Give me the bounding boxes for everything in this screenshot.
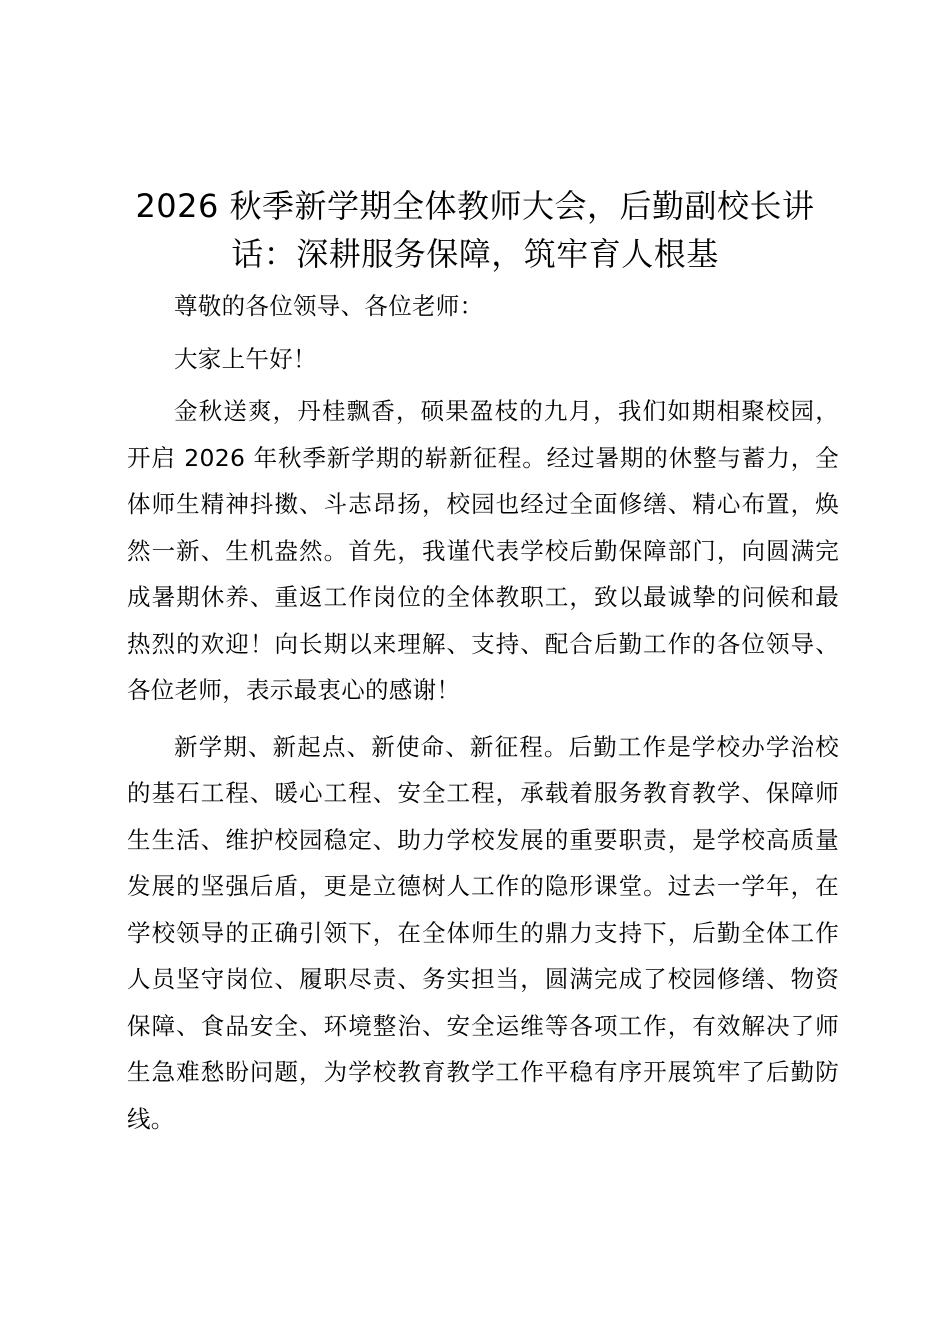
document-title: 2026 秋季新学期全体教师大会，后勤副校长讲话：深耕服务保障，筑牢育人根基 [135, 187, 815, 273]
salutation: 尊敬的各位领导、各位老师： [174, 292, 484, 320]
paragraph-logistics-role: 新学期、新起点、新使命、新征程。后勤工作是学校办学治校的基石工程、暖心工程、安全工程，承载着服务教育教学、保障师生生活、维护校园稳定、助力学校发展的重要职责，是学校高质量发展的坚强后盾，更是立德树人工作的隐形课堂。过去一学年，在学校领导的正确引领下，在全体师生的鼎力支持下，后勤全体工作人员坚守岗位、履职尽责、务实担当，圆满完成了校园修缮、物资保障、食品安全、环境整治、安全运维等各项工作，有效解决了师生急难愁盼问题，为学校教育教学工作平稳有序开展筑牢了后勤防线。 [127, 732, 839, 1133]
document-body [127, 283, 839, 1152]
paragraph-opening: 金秋送爽，丹桂飘香，硕果盈枝的九月，我们如期相聚校园，开启 2026 年秋季新学期的崭新征程。经过暑期的休整与蓄力，全体师生精神抖擞、斗志昂扬，校园也经过全面修缮、精心布置，焕然一新、生机盎然。首先，我谨代表学校后勤保障部门，向圆满完成暑期休养、重返工作岗位的全体教职工，致以最诚挚的问候和最热烈的欢迎！向长期以来理解、支持、配合后勤工作的各位领导、各位老师，表示最衷心的感谢！ [127, 397, 839, 704]
greeting: 大家上午好！ [174, 344, 317, 373]
